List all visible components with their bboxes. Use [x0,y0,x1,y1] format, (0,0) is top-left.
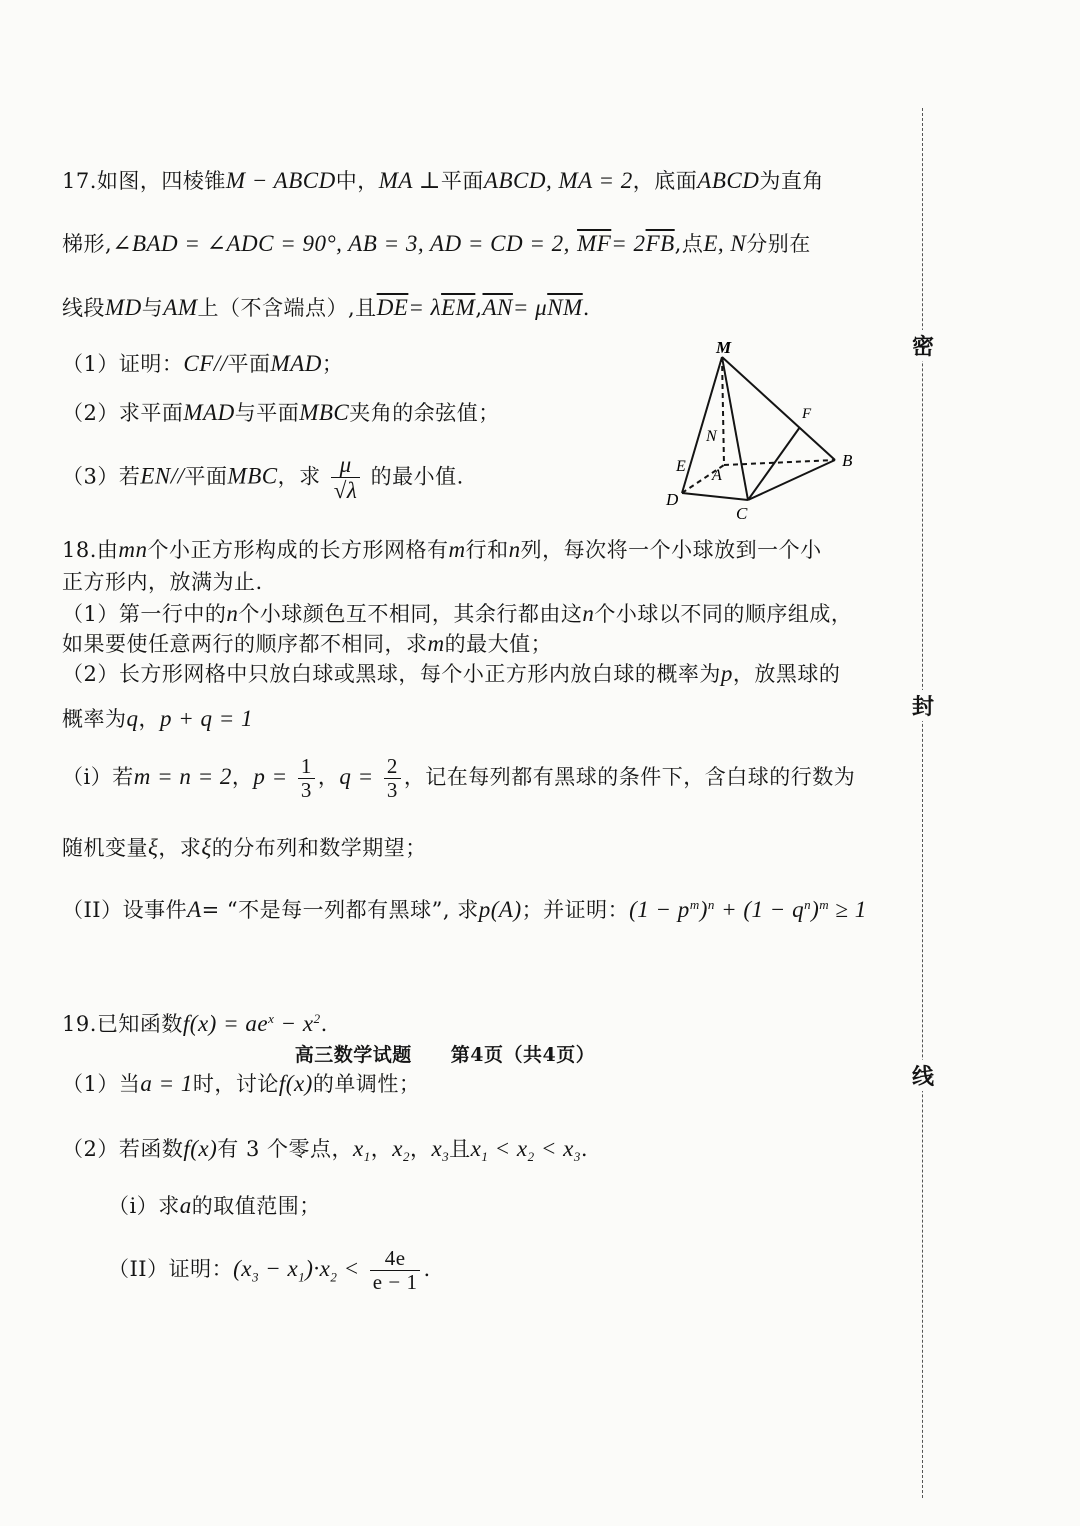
q18-part2-i: （i）若m = n = 2，p = $\frac{1}{3}$ ，q = $\frac{2}{3}$ ，记在每列都有黑球的条件下，含白球的行数为 [62,754,856,803]
q17-part3: （3）若EN//平面MBC，求 $\frac{\mu}{√\lambda}$ 的最小值. [62,452,464,504]
label-F: F [802,406,812,422]
q18-part2-i-cont: 随机变量ξ，求ξ的分布列和数学期望； [62,835,427,860]
q19-part2-ii: （II）证明：$(x_3 - x_1)\cdot x_2$ < $\frac{4e}{e - 1}$ . [108,1246,431,1295]
q19-part2-i: （i）求a的取值范围； [108,1193,321,1218]
q19-part2: （2）若函数f(x)有 3 个零点，$x_1$，$x_2$，$x_3$且$x_1 < x_2 < x_3$. [62,1136,589,1165]
q19-part1: （1）当a = 1时，讨论f(x)的单调性； [62,1071,421,1096]
fraction-two-thirds: $\frac{2}{3}$ [384,755,401,802]
label-B: B [842,451,853,470]
q18-line2: 正方形内，放满为止. [62,570,263,594]
q18-part1-cont: 如果要使任意两行的顺序都不相同，求m的最大值； [62,631,553,656]
fraction-4e-over-e-minus-1: $\frac{4e}{e - 1}$ [370,1247,421,1294]
label-D: D [666,490,679,509]
q17-line2: 梯形,∠BAD = ∠ADC = 90°, AB = 3, AD = CD = 2, $\overline{MF}= 2\overline{FB}$,点E, N分别在 [62,231,811,256]
pyramid-figure [660,335,860,525]
q17-line3: 线段MD与AM上（不含端点）,且$\overline{DE}= \lambda\overline{EM},\overline{AN}= \mu\overline{NM}$. [62,295,590,320]
label-M: M [716,338,732,357]
q18-part2-ii: （II）设事件A= “不是每一列都有黑球”, 求p(A)；并证明：$(1 - p^m)^n + (1 - q^n)^m \ge 1$ [62,897,867,922]
seal-line [922,108,923,1498]
q17-part2: （2）求平面MAD与平面MBC夹角的余弦值； [62,400,500,425]
q17-line1: 17.如图，四棱锥M − ABCD中，MA ⊥平面ABCD, MA = 2，底面ABCD为直角 [62,168,824,193]
label-E: E [676,458,686,475]
seal-mark-1: 密 [910,330,936,361]
label-N: N [706,428,717,445]
page-footer: 高三数学试题 第4页（共4页） [294,1044,596,1066]
q18-part2: （2）长方形网格中只放白球或黑球，每个小正方形内放白球的概率为p，放黑球的 [62,661,841,686]
label-C: C [736,504,748,523]
seal-mark-3: 线 [910,1060,936,1091]
label-A: A [712,467,722,484]
mu-over-sqrt-lambda: $\frac{\mu}{√\lambda}$ [331,452,361,504]
q18-part2-cont: 概率为q，p + q = 1 [62,706,254,731]
seal-mark-2: 封 [910,690,936,721]
q18-line1: 18.由mn个小正方形构成的长方形网格有m行和n列，每次将一个小球放到一个小 [62,537,822,562]
q18-part1: （1）第一行中的n个小球颜色互不相同，其余行都由这n个小球以不同的顺序组成， [62,601,853,626]
q17-part1: （1）证明：CF//平面MAD； [62,351,344,376]
q19-line1: 19.已知函数$f(x) = ae^x - x^2$. [62,1011,328,1036]
fraction-one-third: $\frac{1}{3}$ [298,755,315,802]
